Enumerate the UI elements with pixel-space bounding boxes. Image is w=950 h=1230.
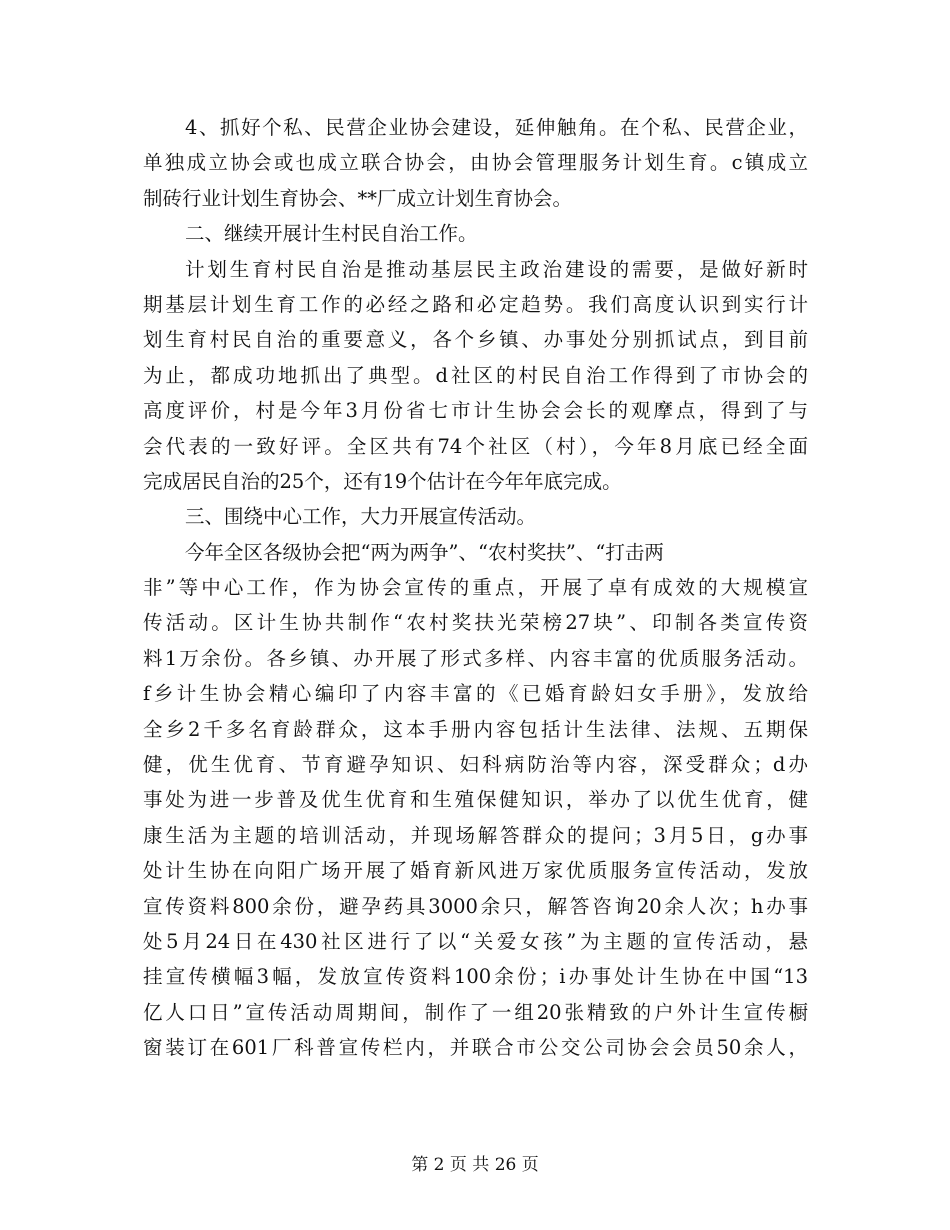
text-line: 划生育村民自治的重要意义，各个乡镇、办事处分别抓试点，到目前 xyxy=(143,328,808,352)
text-line: 完成居民自治的25个，还有19个估计在今年年底完成。 xyxy=(143,469,622,493)
text-line: 高度评价，村是今年3月份省七市计生协会会长的观摩点，得到了与 xyxy=(143,399,808,423)
text-line: 全乡2千多名育龄群众，这本手册内容包括计生法律、法规、五期保 xyxy=(143,717,808,741)
text-line: 4、抓好个私、民营企业协会建设，延伸触角。在个私、民营企业， xyxy=(185,116,808,139)
text-line: 制砖行业计划生育协会、**厂成立计划生育协会。 xyxy=(143,186,573,210)
text-line: 二、继续开展计生村民自治工作。 xyxy=(185,222,478,246)
text-line: 康生活为主题的培训活动，并现场解答群众的提问；3月5日，g办事 xyxy=(143,823,808,847)
text-line: 窗装订在601厂科普宣传栏内，并联合市公交公司协会会员50余人， xyxy=(143,1036,808,1060)
text-line: 健，优生优育、节育避孕知识、妇科病防治等内容，深受群众；d办 xyxy=(143,753,808,777)
text-line: 为止，都成功地抓出了典型。d社区的村民自治工作得到了市协会的 xyxy=(143,363,808,387)
page-footer: 第 2 页 共 26 页 xyxy=(411,1155,539,1175)
text-line: 非”等中心工作，作为协会宣传的重点，开展了卓有成效的大规模宣 xyxy=(143,576,808,600)
text-line: f乡计生协会精心编印了内容丰富的《已婚育龄妇女手册》，发放给 xyxy=(143,682,808,706)
text-line: 三、围绕中心工作，大力开展宣传活动。 xyxy=(185,505,537,529)
text-line: 传活动。区计生协共制作“农村奖扶光荣榜27块”、印制各类宣传资 xyxy=(143,611,808,635)
text-line: 处5月24日在430社区进行了以“关爱女孩”为主题的宣传活动，悬 xyxy=(143,929,808,953)
text-line: 单独成立协会或也成立联合协会，由协会管理服务计划生育。c镇成立 xyxy=(143,151,808,175)
text-line: 今年全区各级协会把“两为两争”、“农村奖扶”、“打击两 xyxy=(185,540,664,564)
text-line: 处计生协在向阳广场开展了婚育新风进万家优质服务宣传活动，发放 xyxy=(143,859,808,883)
text-line: 期基层计划生育工作的必经之路和必定趋势。我们高度认识到实行计 xyxy=(143,292,808,316)
text-line: 宣传资料800余份，避孕药具3000余只，解答咨询20余人次；h办事 xyxy=(143,894,808,918)
text-line: 料1万余份。各乡镇、办开展了形式多样、内容丰富的优质服务活动。 xyxy=(143,646,808,670)
text-line: 会代表的一致好评。全区共有74个社区（村），今年8月底已经全面 xyxy=(143,434,808,458)
text-line: 计划生育村民自治是推动基层民主政治建设的需要，是做好新时 xyxy=(185,257,808,281)
text-line: 亿人口日”宣传活动周期间，制作了一组20张精致的户外计生宣传橱 xyxy=(143,1000,808,1024)
text-line: 事处为进一步普及优生优育和生殖保健知识，举办了以优生优育，健 xyxy=(143,788,808,812)
document-body xyxy=(143,110,808,1066)
text-line: 挂宣传横幅3幅，发放宣传资料100余份；i办事处计生协在中国“13 xyxy=(143,965,808,989)
